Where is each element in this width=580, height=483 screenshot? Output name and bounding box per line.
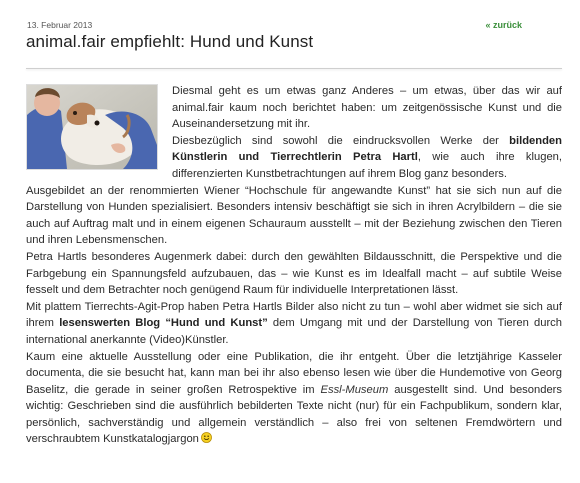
post-title: animal.fair empfiehlt: Hund und Kunst: [26, 32, 314, 51]
link-text[interactable]: lesenswerten Blog “Hund und Kunst”: [59, 317, 268, 330]
paragraph: [26, 249, 562, 299]
text-run: Ausgebildet an der renommierten Wiener “Hochschule für angewandte Kunst” hat sie sich nun auf die Darstellung von Hunden spezialisiert. Besonders intensiv beschäftigt sie sich in ihren Acrylbildern – die sie auch auf Auftrag malt und in einem eigenen Schauraum ausstellt – mit der Beziehung zwischen den Tieren und ihren Lebensmenschen.: [26, 184, 562, 247]
back-link[interactable]: « zurück: [485, 20, 522, 30]
smiley-icon: [201, 432, 212, 443]
title-divider: [26, 68, 562, 69]
text-run: , wie auch ihre klugen, differenzierten Kunstbetrachtungen auf ihrem Blog ganz besonders.: [172, 151, 562, 180]
paragraph: [26, 183, 562, 249]
post-image: [26, 84, 158, 170]
post-meta-bar: [26, 0, 562, 30]
text-run: Diesbezüglich sind sowohl die eindrucksvollen Werke der: [172, 134, 510, 147]
text-run: Kaum eine aktuelle Ausstellung oder eine Publikation, die ihr entgeht. Über die letztjährige Kasseler documenta, die sie besucht hat, kann man bei ihr also ebenso lesen wie über die Hundemotive von Georg Baselitz, die gerade in seiner großen Retrospektive im: [26, 350, 562, 396]
link-text[interactable]: Essl-Museum: [320, 383, 389, 396]
text-run: dem Umgang mit und der Darstellung von Tieren durch international anerkannte (Video)Künstler.: [26, 317, 563, 346]
post-body: [26, 83, 562, 448]
text-run: Petra Hartls besonderes Augenmerk dabei: durch den gewählten Bildausschnitt, die Perspektive und die Farbgebung ein Spannungsfeld aufzubauen, das – wie Kunst es im Idealfall macht – auf subtile Weise fesselt und dem Betrachter noch genügend Raum für individuelle Interpretationen lässt.: [26, 250, 562, 297]
text-run: ausgestellt sind. Und besonders wichtig: Geschrieben sind die ausführlich bebilderten Texte nicht (nur) für ein Fachpublikum, sondern klar, persönlich, sachverständig und allgemein verständlich – also frei von seltenen Fremdwörtern und verschraubtem Kunstkatalogjargon: [26, 383, 562, 446]
paragraph: [26, 349, 562, 449]
link-text[interactable]: bildenden Künstlerin und Tierrechtlerin Petra Hartl: [172, 134, 562, 164]
text-run: Diesmal geht es um etwas ganz Anderes – um etwas, über das wir auf animal.fair kaum noch berichtet haben: um zeitgenössische Kunst und die Auseinandersetzung mit ihr.: [172, 85, 562, 131]
dog-painting-image: [27, 85, 157, 169]
paragraph: [26, 299, 562, 349]
text-run: Mit plattem Tierrechts-Agit-Prop haben Petra Hartls Bilder also nicht zu tun – wohl aber widmet sie sich auf ihrem: [26, 300, 562, 330]
post-date: 13. Februar 2013: [27, 20, 93, 30]
